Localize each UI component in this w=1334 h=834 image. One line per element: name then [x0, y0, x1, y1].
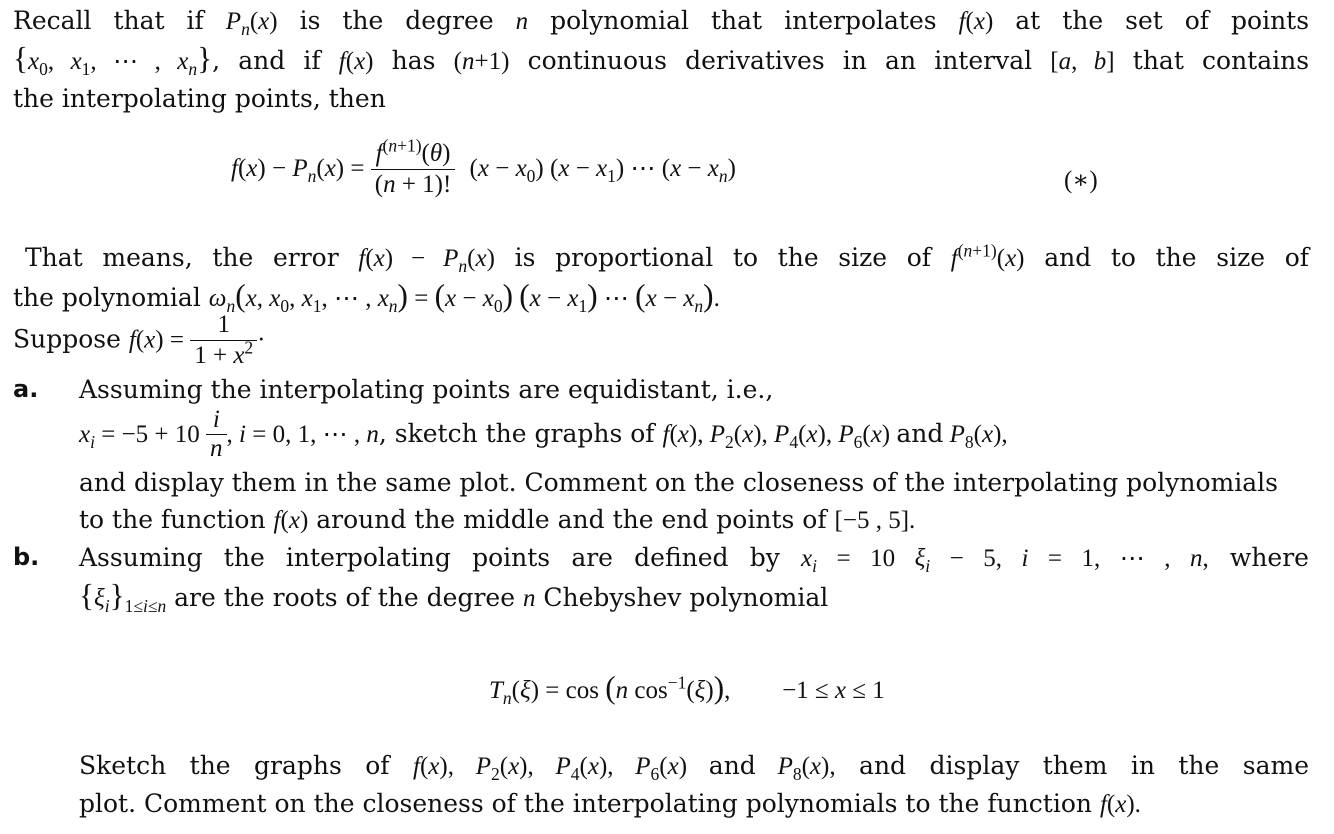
- chebyshev-formula: [79, 617, 1309, 737]
- part-b: [13, 539, 1309, 823]
- intro-line-2: {$x_0$, $x_1$, ⋯ , $x_n$}, and if f(x) has (n+1) continuous derivatives in an interval [a, b] that contains: [13, 41, 1310, 79]
- part-b-sketch-line: Sketch the graphs of f(x), $P_2(x)$, $P_4(x)$, $P_6(x)$ and $P_8(x)$, and display them in the same: [79, 751, 1309, 784]
- equation-tag: (∗): [1064, 167, 1098, 194]
- part-b-line-1: Assuming the interpolating points are defined by $x_i = 10$ $\xi_i - 5$, i = 1, ⋯ , n, where: [79, 543, 1309, 576]
- chebyshev-formula-expression: $T_n(\xi) = \cos (n$ $\cos^{-1}(\xi)$), −1 ≤ x ≤ 1: [489, 670, 885, 708]
- part-a: [13, 371, 1309, 540]
- meaning-line-2: the polynomial $\omega_n(x$, $x_0$, $x_1$, ⋯ , $x_n) = (x - x_0)$ $(x - x_1)$ ⋯ $(x - x_n)$.: [13, 278, 720, 316]
- problem-document: [13, 2, 1309, 823]
- meaning-line-1: That means, the error $f(x) - P_n(x)$ is proportional to the size of $f^{(n+1)}(x)$ and to the size of: [25, 240, 1310, 276]
- part-b-label: b.: [13, 543, 40, 571]
- error-formula: [13, 117, 1309, 229]
- part-b-line-2: $\{\xi_i\}_{1\le i\le n}$ are the roots of the degree n Chebyshev polynomial: [79, 578, 829, 616]
- part-a-label: a.: [13, 374, 39, 403]
- part-a-line-1: Assuming the interpolating points are equidistant, i.e.,: [79, 374, 774, 404]
- error-formula-expression: $f(x) - P_n(x)$ = $\frac{f^{(n+1)}(\theta)}{(n + 1)!}$ $(x - x_0)$ $(x - x_1)$ ⋯ $(x - x_n)$: [231, 135, 736, 198]
- part-b-last-line: plot. Comment on the closeness of the interpolating polynomials to the function f(x).: [79, 789, 1141, 818]
- suppose-line: Suppose f(x) = $\frac{1}{1 + x^2}$ ·: [13, 311, 266, 369]
- intro-line-3: the interpolating points, then: [13, 84, 386, 113]
- intro-line-1: Recall that if $P_n(x)$ is the degree n polynomial that interpolates f(x) at the set of points: [13, 6, 1310, 39]
- part-a-line-2: $x_i = -5 + 10$ $\frac{i}{n}$ , i = 0, 1, ⋯ , n, sketch the graphs of f(x), $P_2(x)$, $P_4(x)$, $P_6(x)$ and $P_8(x)$,: [79, 405, 1008, 463]
- part-a-line-4: to the function f(x) around the middle and the end points of [−5 , 5].: [79, 505, 916, 534]
- part-a-line-3: and display them in the same plot. Comment on the closeness of the interpolating polynomials: [79, 468, 1278, 497]
